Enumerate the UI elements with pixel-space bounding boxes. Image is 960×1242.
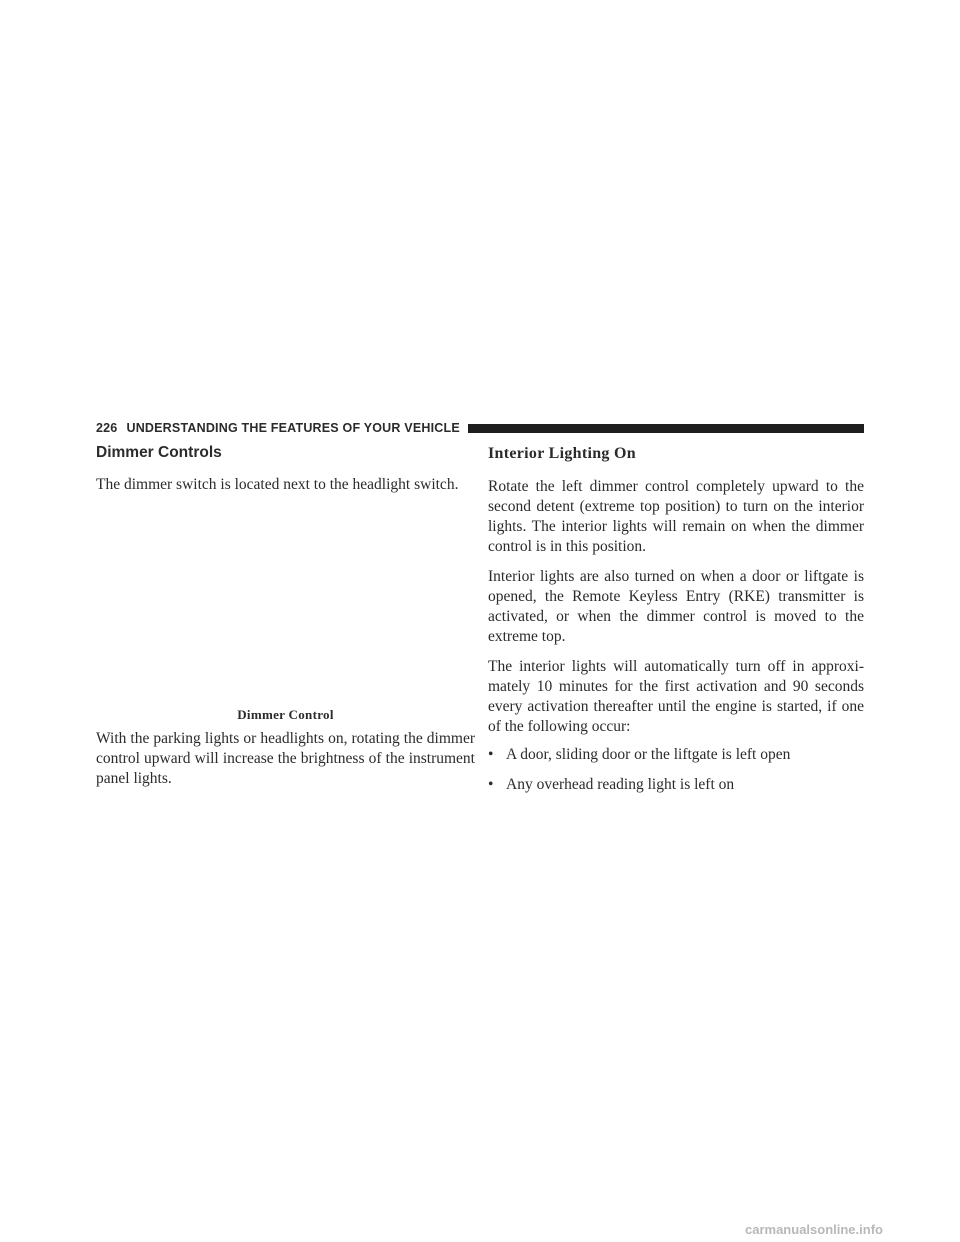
bullet-icon: • [488,776,494,793]
list-item [488,745,864,765]
page-header [96,418,864,438]
section-title: UNDERSTANDING THE FEATURES OF YOUR VEHICLE [126,421,460,435]
bullet-list [488,745,864,795]
page-number: 226 [96,421,118,435]
right-column [488,443,864,795]
bullet-text: Any overhead reading light is left on [506,776,735,793]
left-column [96,443,475,789]
paragraph-3: The interior lights will automatically turn off in approxi-mately 10 minutes for the first activation and 90 seconds every activation thereafter until the engine is started, if one of the following occur: [488,658,864,735]
list-item [488,775,864,795]
figure-caption: Dimmer Control [237,707,334,722]
intro-paragraph: The dimmer switch is located next to the headlight switch. [96,476,459,493]
bullet-icon: • [488,746,494,763]
interior-lighting-heading: Interior Lighting On [488,445,636,462]
bullet-text: A door, sliding door or the liftgate is left open [506,746,791,763]
figure-area [96,495,475,723]
paragraph-2: Interior lights are also turned on when a door or liftgate is opened, the Remote Keyless Entry (RKE) transmitter is activated, or when the dimmer control is moved to the extreme top. [488,568,864,645]
dimmer-body-paragraph: With the parking lights or headlights on, rotating the dimmer control upward will increase the brightness of the instrument panel lights. [96,730,475,787]
watermark: carmanualsonline.info [745,1222,883,1237]
dimmer-controls-heading: Dimmer Controls [96,444,222,461]
header-rule [468,424,864,433]
paragraph-1: Rotate the left dimmer control completely upward to the second detent (extreme top position) to turn on the interior lights. The interior lights will remain on when the dimmer control is in this position. [488,478,864,555]
